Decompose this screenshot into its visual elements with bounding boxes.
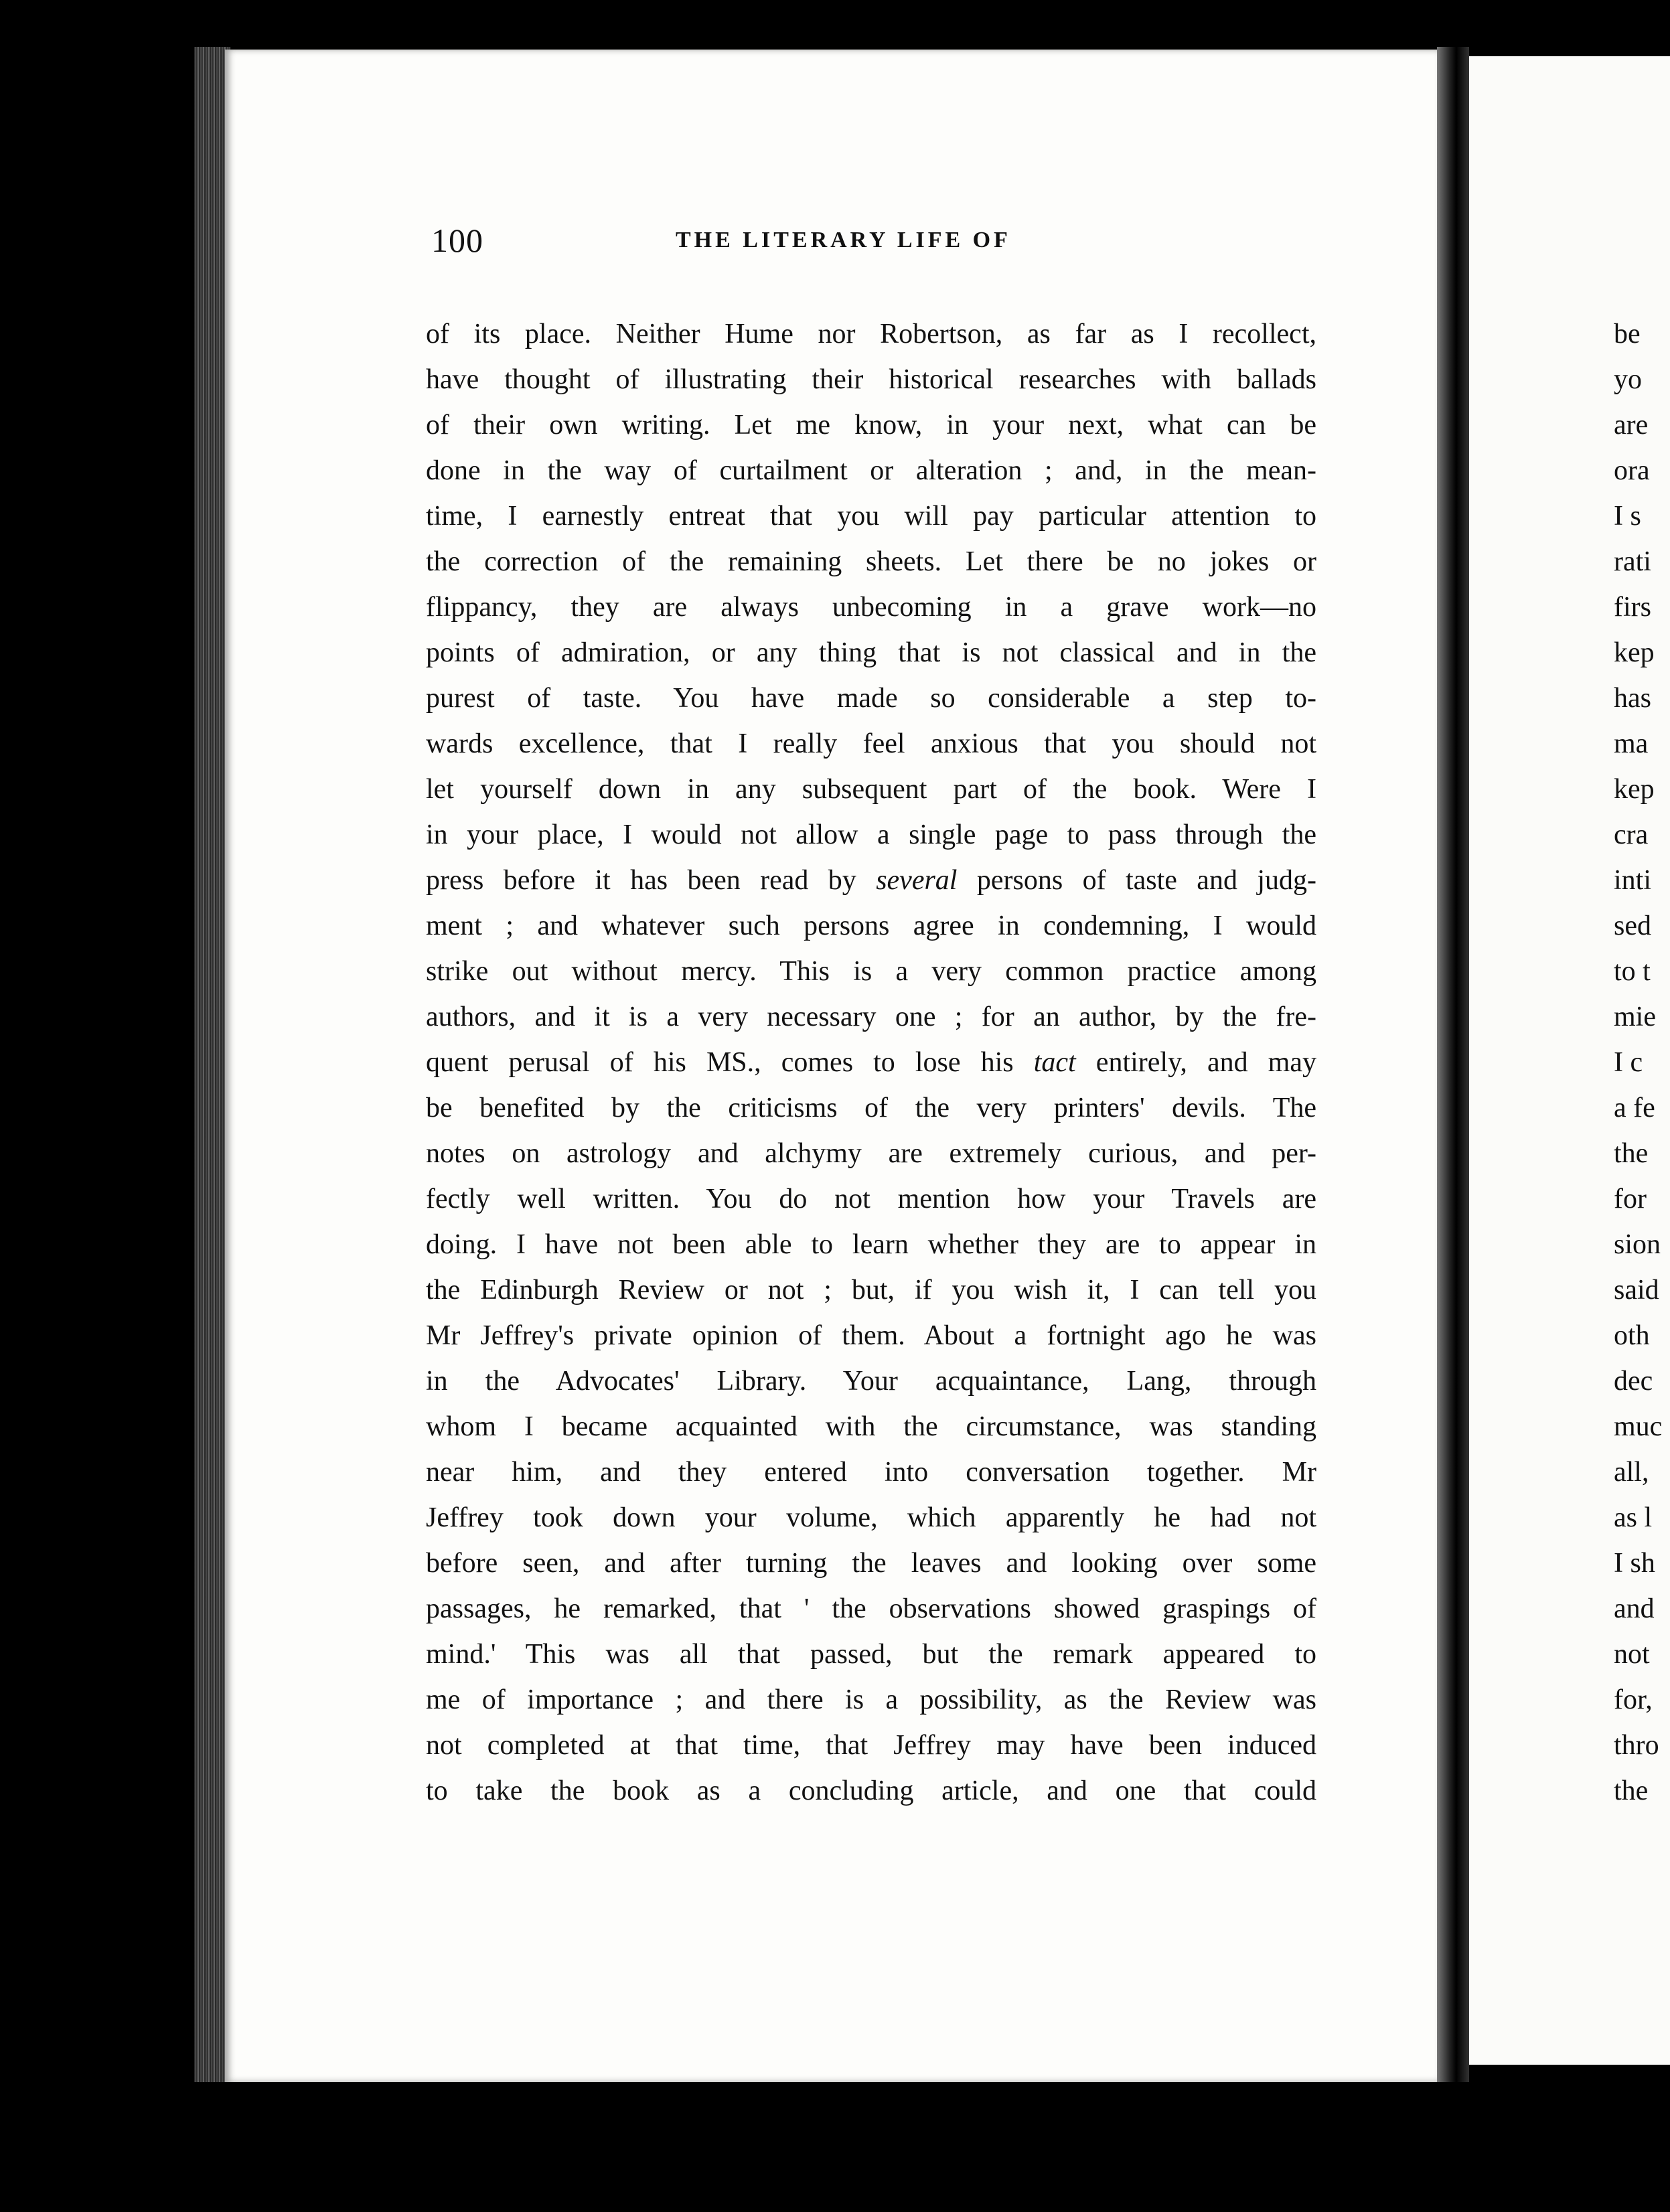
text-line bbox=[426, 1040, 1316, 1085]
text-line bbox=[426, 949, 1316, 994]
text-segment: mind.' This was all that passed, but the remark appeared to bbox=[426, 1639, 1316, 1670]
facing-page-fragment: kep bbox=[1614, 637, 1655, 668]
facing-page-fragment: sed bbox=[1614, 911, 1651, 941]
text-line bbox=[426, 1176, 1316, 1222]
text-segment: not completed at that time, that Jeffrey may have been induced bbox=[426, 1730, 1316, 1761]
text-segment: strike out without mercy. This is a very common practice among bbox=[426, 956, 1316, 987]
text-segment: Mr Jeffrey's private opinion of them. About a fortnight ago he was bbox=[426, 1320, 1316, 1351]
page-number: 100 bbox=[431, 222, 483, 259]
running-head bbox=[431, 221, 1329, 261]
text-segment: in your place, I would not allow a single page to pass through the bbox=[426, 819, 1316, 850]
text-segment: whom I became acquainted with the circumstance, was standing bbox=[426, 1411, 1316, 1442]
facing-page-fragment: inti bbox=[1614, 865, 1652, 896]
text-segment: persons of taste and judg- bbox=[957, 865, 1316, 896]
facing-page-fragment: firs bbox=[1614, 592, 1651, 623]
text-line bbox=[426, 584, 1316, 630]
facing-page-fragment: as l bbox=[1614, 1502, 1653, 1533]
facing-page-fragment: the bbox=[1614, 1775, 1649, 1806]
facing-page-fragment: kep bbox=[1614, 774, 1655, 805]
facing-page-fragment: the bbox=[1614, 1138, 1649, 1169]
text-line bbox=[426, 1267, 1316, 1313]
text-segment: let yourself down in any subsequent part of the book. Were I bbox=[426, 774, 1316, 805]
text-segment: in the Advocates' Library. Your acquaintance, Lang, through bbox=[426, 1366, 1316, 1397]
text-line bbox=[426, 311, 1316, 357]
text-line bbox=[426, 493, 1316, 539]
facing-page-fragment: I s bbox=[1614, 501, 1641, 532]
facing-page-fragment: dec bbox=[1614, 1366, 1653, 1397]
facing-page-fragment: be bbox=[1614, 319, 1641, 349]
text-segment: of their own writing. Let me know, in your next, what can be bbox=[426, 410, 1316, 441]
facing-page-fragment: muc bbox=[1614, 1411, 1663, 1442]
text-segment: be benefited by the criticisms of the very printers' devils. The bbox=[426, 1093, 1316, 1123]
text-line bbox=[426, 903, 1316, 949]
facing-page-fragment: has bbox=[1614, 683, 1651, 714]
facing-page-fragment: said bbox=[1614, 1275, 1659, 1306]
facing-page-fragment: cra bbox=[1614, 819, 1649, 850]
facing-page-fragment: oth bbox=[1614, 1320, 1650, 1351]
text-segment: press before it has been read by bbox=[426, 865, 877, 896]
text-line bbox=[426, 1404, 1316, 1449]
facing-page-fragment: and bbox=[1614, 1593, 1655, 1624]
facing-page-fragment: sion bbox=[1614, 1229, 1661, 1260]
text-line bbox=[426, 767, 1316, 812]
text-line bbox=[426, 630, 1316, 676]
body-text bbox=[426, 311, 1316, 1814]
text-line bbox=[426, 357, 1316, 402]
text-line bbox=[426, 1632, 1316, 1677]
text-segment: of its place. Neither Hume nor Robertson, as far as I recollect, bbox=[426, 319, 1316, 349]
text-segment: me of importance ; and there is a possibility, as the Review was bbox=[426, 1684, 1316, 1715]
text-line bbox=[426, 994, 1316, 1040]
text-segment: the Edinburgh Review or not ; but, if you wish it, I can tell you bbox=[426, 1275, 1316, 1306]
facing-page-fragment: for bbox=[1614, 1184, 1647, 1214]
text-line bbox=[426, 1677, 1316, 1723]
text-segment: near him, and they entered into conversation together. Mr bbox=[426, 1457, 1316, 1488]
text-segment: done in the way of curtailment or alteration ; and, in the mean- bbox=[426, 455, 1316, 486]
text-line bbox=[426, 539, 1316, 584]
text-segment: entirely, and may bbox=[1075, 1047, 1316, 1078]
text-segment: time, I earnestly entreat that you will pay particular attention to bbox=[426, 501, 1316, 532]
text-line bbox=[426, 1358, 1316, 1404]
text-segment: passages, he remarked, that ' the observations showed graspings of bbox=[426, 1593, 1316, 1624]
text-line bbox=[426, 858, 1316, 903]
facing-page-fragment: to t bbox=[1614, 956, 1651, 987]
text-segment: authors, and it is a very necessary one ; for an author, by the fre- bbox=[426, 1002, 1316, 1032]
text-segment: before seen, and after turning the leaves and looking over some bbox=[426, 1548, 1316, 1579]
facing-page-fragment: yo bbox=[1614, 364, 1642, 395]
facing-page-fragment: ma bbox=[1614, 728, 1649, 759]
text-line bbox=[426, 1586, 1316, 1632]
facing-page-fragment: for, bbox=[1614, 1684, 1653, 1715]
text-line bbox=[426, 1540, 1316, 1586]
facing-page-fragment: ora bbox=[1614, 455, 1650, 486]
facing-page-fragment: I sh bbox=[1614, 1548, 1655, 1579]
text-line bbox=[426, 1313, 1316, 1358]
facing-page-fragment: rati bbox=[1614, 546, 1651, 577]
text-segment: the correction of the remaining sheets. Let there be no jokes or bbox=[426, 546, 1316, 577]
text-segment: flippancy, they are always unbecoming in a grave work—no bbox=[426, 592, 1316, 623]
text-line bbox=[426, 1768, 1316, 1814]
facing-page-fragment: mie bbox=[1614, 1002, 1656, 1032]
facing-page-fragment: a fe bbox=[1614, 1093, 1655, 1123]
text-line bbox=[426, 1085, 1316, 1131]
text-line bbox=[426, 1131, 1316, 1176]
facing-page-text-fragments bbox=[1614, 311, 1662, 1814]
text-segment: ment ; and whatever such persons agree in condemning, I would bbox=[426, 911, 1316, 941]
facing-page-fragment: are bbox=[1614, 410, 1649, 441]
text-segment: wards excellence, that I really feel anxious that you should not bbox=[426, 728, 1316, 759]
text-line bbox=[426, 1222, 1316, 1267]
running-head-title: THE LITERARY LIFE OF bbox=[676, 228, 1011, 252]
text-segment: quent perusal of his MS., comes to lose his bbox=[426, 1047, 1034, 1078]
text-segment: have thought of illustrating their historical researches with ballads bbox=[426, 364, 1316, 395]
text-line bbox=[426, 1495, 1316, 1540]
text-line bbox=[426, 676, 1316, 721]
text-segment: Jeffrey took down your volume, which apparently he had not bbox=[426, 1502, 1316, 1533]
italic-text-segment: tact bbox=[1033, 1047, 1076, 1078]
facing-page-fragment: thro bbox=[1614, 1730, 1659, 1761]
facing-page-fragment: not bbox=[1614, 1639, 1650, 1670]
text-line bbox=[426, 402, 1316, 448]
text-segment: to take the book as a concluding article, and one that could bbox=[426, 1775, 1316, 1806]
facing-page-fragment: I c bbox=[1614, 1047, 1643, 1078]
text-line bbox=[426, 1723, 1316, 1768]
text-segment: purest of taste. You have made so considerable a step to- bbox=[426, 683, 1316, 714]
text-line bbox=[426, 812, 1316, 858]
facing-page-fragment: all, bbox=[1614, 1457, 1649, 1488]
text-line bbox=[426, 721, 1316, 767]
text-line bbox=[426, 448, 1316, 493]
italic-text-segment: several bbox=[876, 865, 958, 896]
text-segment: fectly well written. You do not mention how your Travels are bbox=[426, 1184, 1316, 1214]
text-segment: notes on astrology and alchymy are extremely curious, and per- bbox=[426, 1138, 1316, 1169]
text-segment: doing. I have not been able to learn whether they are to appear in bbox=[426, 1229, 1316, 1260]
text-line bbox=[426, 1449, 1316, 1495]
book-gutter bbox=[1437, 47, 1469, 2082]
text-segment: points of admiration, or any thing that is not classical and in the bbox=[426, 637, 1316, 668]
